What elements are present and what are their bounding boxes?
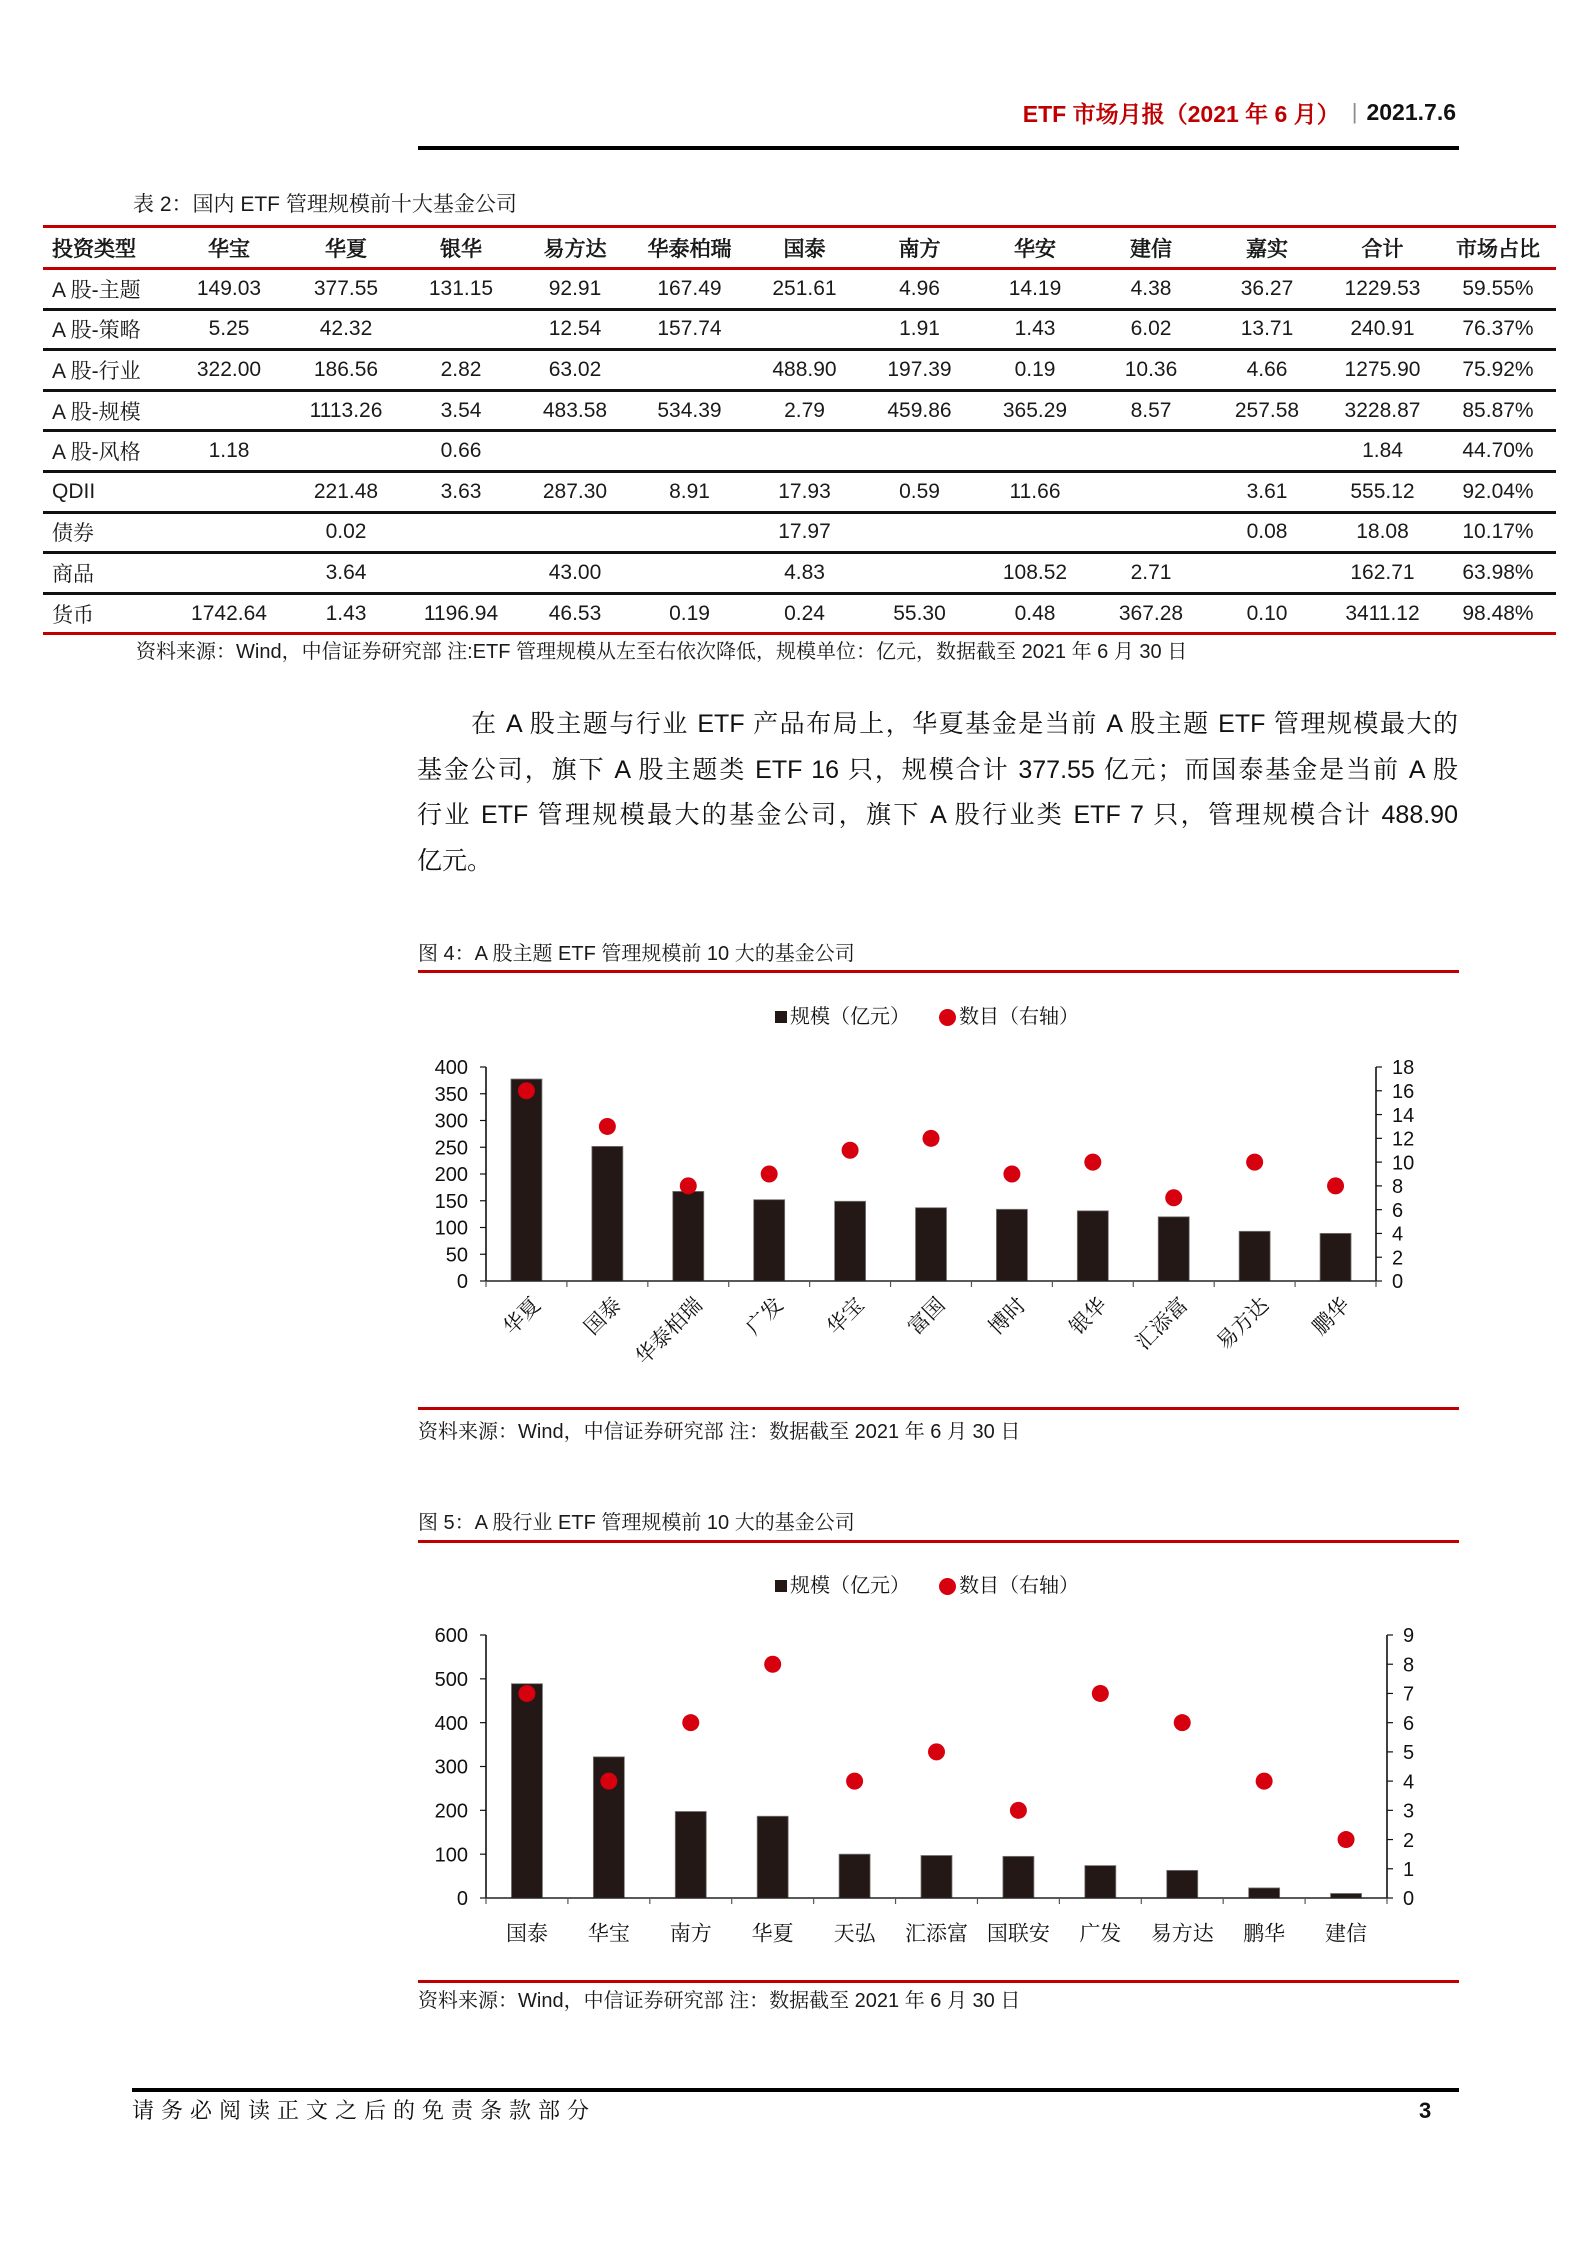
- y-left-tick-label: 350: [434, 1083, 468, 1106]
- table-cell: 13.71: [1209, 309, 1325, 350]
- data-point-dot: [1084, 1154, 1101, 1171]
- table-cell: 0.24: [747, 593, 862, 634]
- x-category-label: 南方: [669, 1922, 712, 1946]
- y-right-tick-label: 0: [1392, 1271, 1404, 1294]
- table-cell: 3.61: [1209, 471, 1325, 512]
- row-label: A 股-规模: [43, 390, 170, 431]
- y-left-tick-label: 100: [434, 1217, 468, 1240]
- table-cell: 555.12: [1325, 471, 1440, 512]
- data-point-dot: [1338, 1831, 1355, 1848]
- data-point-dot: [764, 1656, 781, 1673]
- data-point-dot: [1010, 1802, 1027, 1819]
- table-cell: 8.57: [1093, 390, 1209, 431]
- table-cell: 11.66: [977, 471, 1093, 512]
- table-cell: 46.53: [518, 593, 632, 634]
- x-category-label: 鹏华: [1243, 1922, 1286, 1946]
- y-left-tick-label: 500: [434, 1669, 468, 1692]
- paragraph-line: 在 A 股主题与行业 ETF 产品布局上，华夏基金是当前 A 股主题 ETF 管理规模最大的: [471, 710, 1458, 738]
- row-label: 商品: [43, 553, 170, 594]
- data-point-dot: [682, 1714, 699, 1731]
- legend-label: 数目（右轴）: [959, 1006, 1079, 1028]
- table-cell: 4.83: [747, 553, 862, 594]
- bar: [757, 1816, 788, 1898]
- x-category-label: 国泰: [505, 1922, 548, 1946]
- table-cell: 3228.87: [1325, 390, 1440, 431]
- table-cell: 240.91: [1325, 309, 1440, 350]
- data-point-dot: [680, 1177, 697, 1194]
- table-cell: 3.64: [288, 553, 404, 594]
- table-cell: 1.43: [288, 593, 404, 634]
- y-right-tick-label: 1: [1403, 1858, 1415, 1881]
- table-cell: 131.15: [404, 269, 518, 310]
- row-label: QDII: [43, 471, 170, 512]
- table-cell: 92.91: [518, 269, 632, 310]
- table-cell: 483.58: [518, 390, 632, 431]
- y-left-tick-label: 200: [434, 1164, 468, 1187]
- table-cell: 0.02: [288, 512, 404, 553]
- data-point-dot: [923, 1130, 940, 1147]
- y-right-tick-label: 0: [1403, 1888, 1415, 1911]
- table-cell: 76.37%: [1440, 309, 1556, 350]
- column-header: 华夏: [288, 227, 404, 269]
- bar: [511, 1079, 542, 1281]
- y-right-tick-label: 10: [1392, 1152, 1415, 1175]
- data-point-dot: [928, 1743, 945, 1760]
- x-category-label: 天弘: [833, 1922, 876, 1946]
- chart-4-plot: [435, 1057, 1415, 1369]
- bar: [1320, 1233, 1351, 1281]
- table-cell: 43.00: [518, 553, 632, 594]
- row-label: 债券: [43, 512, 170, 553]
- table-cell: 0.19: [632, 593, 747, 634]
- table-cell: 36.27: [1209, 269, 1325, 310]
- x-category-label: 华宝: [822, 1293, 869, 1340]
- y-right-tick-label: 16: [1392, 1080, 1415, 1103]
- figure-4-source: 资料来源：Wind，中信证券研究部 注：数据截至 2021 年 6 月 30 日: [418, 1421, 1021, 1443]
- table-cell: 59.55%: [1440, 269, 1556, 310]
- bar: [1003, 1856, 1034, 1898]
- y-left-tick-label: 150: [434, 1190, 468, 1213]
- x-category-label: 广发: [1079, 1922, 1122, 1946]
- row-label: A 股-主题: [43, 269, 170, 310]
- x-category-label: 富国: [903, 1293, 950, 1340]
- y-right-tick-label: 6: [1392, 1199, 1404, 1222]
- y-right-tick-label: 5: [1403, 1742, 1415, 1765]
- bar: [996, 1209, 1027, 1281]
- y-left-tick-label: 600: [434, 1625, 468, 1648]
- table-cell: 0.08: [1209, 512, 1325, 553]
- table-cell: 0.59: [862, 471, 977, 512]
- footer-disclaimer: 请务必阅读正文之后的免责条款部分: [132, 2098, 597, 2123]
- y-right-tick-label: 8: [1392, 1176, 1404, 1199]
- table-cell: 5.25: [170, 309, 288, 350]
- table-cell: 2.82: [404, 350, 518, 391]
- table-cell: 534.39: [632, 390, 747, 431]
- bar: [1239, 1231, 1270, 1281]
- data-point-dot: [599, 1118, 616, 1135]
- x-category-label: 建信: [1325, 1922, 1368, 1946]
- y-right-tick-label: 2: [1392, 1247, 1404, 1270]
- y-left-tick-label: 250: [434, 1137, 468, 1160]
- data-point-dot: [1165, 1189, 1182, 1206]
- x-category-label: 易方达: [1150, 1922, 1214, 1946]
- table-cell: 0.66: [404, 431, 518, 472]
- x-category-label: 华宝: [587, 1922, 630, 1946]
- table-cell: 10.17%: [1440, 512, 1556, 553]
- bar: [592, 1146, 623, 1281]
- table-cell: 377.55: [288, 269, 404, 310]
- x-category-label: 鹏华: [1308, 1293, 1355, 1340]
- table-cell: 2.71: [1093, 553, 1209, 594]
- table-cell: 75.92%: [1440, 350, 1556, 391]
- column-header: 嘉实: [1209, 227, 1325, 269]
- x-category-label: 博时: [984, 1293, 1031, 1340]
- chart-5-plot: [435, 1625, 1415, 1945]
- row-label: A 股-风格: [43, 431, 170, 472]
- y-right-tick-label: 7: [1403, 1683, 1415, 1706]
- table-cell: 3.63: [404, 471, 518, 512]
- table-cell: 0.48: [977, 593, 1093, 634]
- page-number: 3: [1419, 2098, 1432, 2123]
- table-cell: 162.71: [1325, 553, 1440, 594]
- y-right-tick-label: 6: [1403, 1712, 1415, 1735]
- table-cell: 1229.53: [1325, 269, 1440, 310]
- table-cell: 92.04%: [1440, 471, 1556, 512]
- x-category-label: 国泰: [580, 1293, 627, 1340]
- table-cell: 1.43: [977, 309, 1093, 350]
- table-cell: 251.61: [747, 269, 862, 310]
- bar: [916, 1208, 947, 1281]
- data-point-dot: [1246, 1154, 1263, 1171]
- x-category-label: 国联安: [986, 1922, 1050, 1946]
- table-cell: 98.48%: [1440, 593, 1556, 634]
- table-cell: 108.52: [977, 553, 1093, 594]
- table-cell: 10.36: [1093, 350, 1209, 391]
- y-right-tick-label: 4: [1392, 1223, 1404, 1246]
- table-cell: 55.30: [862, 593, 977, 634]
- table-cell: 1196.94: [404, 593, 518, 634]
- table-cell: 3.54: [404, 390, 518, 431]
- table-cell: 1742.64: [170, 593, 288, 634]
- table-cell: 14.19: [977, 269, 1093, 310]
- table-cell: 17.93: [747, 471, 862, 512]
- table-cell: 2.79: [747, 390, 862, 431]
- bar: [921, 1855, 952, 1898]
- data-point-dot: [1174, 1714, 1191, 1731]
- table-cell: 488.90: [747, 350, 862, 391]
- y-right-tick-label: 18: [1392, 1057, 1415, 1080]
- figure-5-title: 图 5：A 股行业 ETF 管理规模前 10 大的基金公司: [418, 1512, 855, 1534]
- paragraph-line: 行业 ETF 管理规模最大的基金公司，旗下 A 股行业类 ETF 7 只，管理规模合计 488.90: [417, 801, 1458, 829]
- table-cell: 1275.90: [1325, 350, 1440, 391]
- column-header: 华宝: [170, 227, 288, 269]
- table-cell: 1.18: [170, 431, 288, 472]
- table-cell: 63.02: [518, 350, 632, 391]
- row-label: A 股-行业: [43, 350, 170, 391]
- report-title: ETF 市场月报（2021 年 6 月）: [1022, 100, 1340, 127]
- column-header: 国泰: [747, 227, 862, 269]
- table-cell: 459.86: [862, 390, 977, 431]
- data-point-dot: [1327, 1177, 1344, 1194]
- table-cell: 157.74: [632, 309, 747, 350]
- x-category-label: 银华: [1065, 1293, 1112, 1340]
- x-category-label: 汇添富: [905, 1922, 968, 1946]
- y-right-tick-label: 4: [1403, 1771, 1415, 1794]
- table-cell: 4.66: [1209, 350, 1325, 391]
- legend-label: 数目（右轴）: [959, 1575, 1079, 1597]
- table-cell: 0.19: [977, 350, 1093, 391]
- y-left-tick-label: 300: [434, 1756, 468, 1779]
- data-point-dot: [761, 1166, 778, 1183]
- bar: [1249, 1888, 1280, 1898]
- table-cell: 257.58: [1209, 390, 1325, 431]
- data-point-dot: [1092, 1685, 1109, 1702]
- table-cell: 85.87%: [1440, 390, 1556, 431]
- y-left-tick-label: 300: [434, 1110, 468, 1133]
- data-point-dot: [518, 1685, 535, 1702]
- y-right-tick-label: 8: [1403, 1654, 1415, 1677]
- data-point-dot: [1003, 1166, 1020, 1183]
- column-header-type: 投资类型: [43, 227, 170, 269]
- table-cell: 12.54: [518, 309, 632, 350]
- y-right-tick-label: 9: [1403, 1625, 1415, 1648]
- row-label: A 股-策略: [43, 309, 170, 350]
- table-cell: 3411.12: [1325, 593, 1440, 634]
- table-cell: 8.91: [632, 471, 747, 512]
- figure-5-source: 资料来源：Wind，中信证券研究部 注：数据截至 2021 年 6 月 30 日: [418, 1990, 1021, 2012]
- y-left-tick-label: 200: [434, 1800, 468, 1823]
- y-right-tick-label: 12: [1392, 1128, 1415, 1151]
- column-header: 南方: [862, 227, 977, 269]
- table-source-note: 资料来源：Wind，中信证券研究部 注:ETF 管理规模从左至右依次降低，规模单位：亿元，数据截至 2021 年 6 月 30 日: [136, 641, 1188, 663]
- y-left-tick-label: 0: [456, 1271, 468, 1294]
- column-header: 建信: [1093, 227, 1209, 269]
- bar: [673, 1191, 704, 1281]
- column-header: 银华: [404, 227, 518, 269]
- data-point-dot: [1256, 1773, 1273, 1790]
- data-point-dot: [600, 1773, 617, 1790]
- row-label: 货币: [43, 593, 170, 634]
- table-cell: 42.32: [288, 309, 404, 350]
- x-category-label: 华夏: [751, 1922, 794, 1946]
- table-cell: 63.98%: [1440, 553, 1556, 594]
- table-cell: 1113.26: [288, 390, 404, 431]
- data-point-dot: [842, 1142, 859, 1159]
- table-cell: 322.00: [170, 350, 288, 391]
- table-cell: 44.70%: [1440, 431, 1556, 472]
- table-cell: 287.30: [518, 471, 632, 512]
- report-date: 2021.7.6: [1366, 98, 1456, 125]
- bar: [675, 1811, 706, 1898]
- x-category-label: 华夏: [499, 1293, 546, 1340]
- table-cell: 18.08: [1325, 512, 1440, 553]
- table-cell: 1.91: [862, 309, 977, 350]
- paragraph-line: 亿元。: [417, 846, 493, 875]
- figure-4-title: 图 4：A 股主题 ETF 管理规模前 10 大的基金公司: [418, 943, 855, 965]
- column-header: 市场占比: [1440, 227, 1556, 269]
- column-header: 华泰柏瑞: [632, 227, 747, 269]
- table-caption: 表 2：国内 ETF 管理规模前十大基金公司: [133, 193, 517, 216]
- y-left-tick-label: 400: [434, 1712, 468, 1735]
- x-category-label: 华泰柏瑞: [631, 1293, 708, 1370]
- header-divider: |: [1351, 99, 1358, 124]
- y-left-tick-label: 50: [445, 1244, 468, 1267]
- bar: [835, 1201, 866, 1281]
- table-cell: 367.28: [1093, 593, 1209, 634]
- bar: [1158, 1217, 1189, 1281]
- table-cell: 0.10: [1209, 593, 1325, 634]
- x-category-label: 汇添富: [1131, 1293, 1193, 1355]
- y-left-tick-label: 0: [456, 1888, 468, 1911]
- bar: [839, 1854, 870, 1898]
- x-category-label: 易方达: [1212, 1293, 1274, 1355]
- table-cell: 1.84: [1325, 431, 1440, 472]
- column-header: 易方达: [518, 227, 632, 269]
- table-cell: 197.39: [862, 350, 977, 391]
- legend-label: 规模（亿元）: [790, 1575, 910, 1597]
- y-right-tick-label: 14: [1392, 1104, 1415, 1127]
- table-cell: 221.48: [288, 471, 404, 512]
- bar: [1077, 1211, 1108, 1281]
- table-cell: 149.03: [170, 269, 288, 310]
- table-cell: 6.02: [1093, 309, 1209, 350]
- table-cell: 4.96: [862, 269, 977, 310]
- y-left-tick-label: 400: [434, 1057, 468, 1080]
- bar: [1085, 1866, 1116, 1898]
- table-cell: 167.49: [632, 269, 747, 310]
- paragraph-line: 基金公司，旗下 A 股主题类 ETF 16 只，规模合计 377.55 亿元；而国泰基金是当前 A 股: [417, 755, 1458, 784]
- table-cell: 186.56: [288, 350, 404, 391]
- data-point-dot: [518, 1082, 535, 1099]
- column-header: 合计: [1325, 227, 1440, 269]
- table-cell: 365.29: [977, 390, 1093, 431]
- y-right-tick-label: 2: [1403, 1829, 1415, 1852]
- footer-rule: [132, 2088, 1459, 2092]
- column-header: 华安: [977, 227, 1093, 269]
- legend-label: 规模（亿元）: [790, 1006, 910, 1028]
- data-point-dot: [846, 1773, 863, 1790]
- table-cell: 17.97: [747, 512, 862, 553]
- table-cell: 4.38: [1093, 269, 1209, 310]
- y-right-tick-label: 3: [1403, 1800, 1415, 1823]
- bar: [1167, 1870, 1198, 1898]
- bar: [511, 1684, 542, 1898]
- y-left-tick-label: 100: [434, 1844, 468, 1867]
- x-category-label: 广发: [741, 1293, 788, 1340]
- bar: [754, 1200, 785, 1281]
